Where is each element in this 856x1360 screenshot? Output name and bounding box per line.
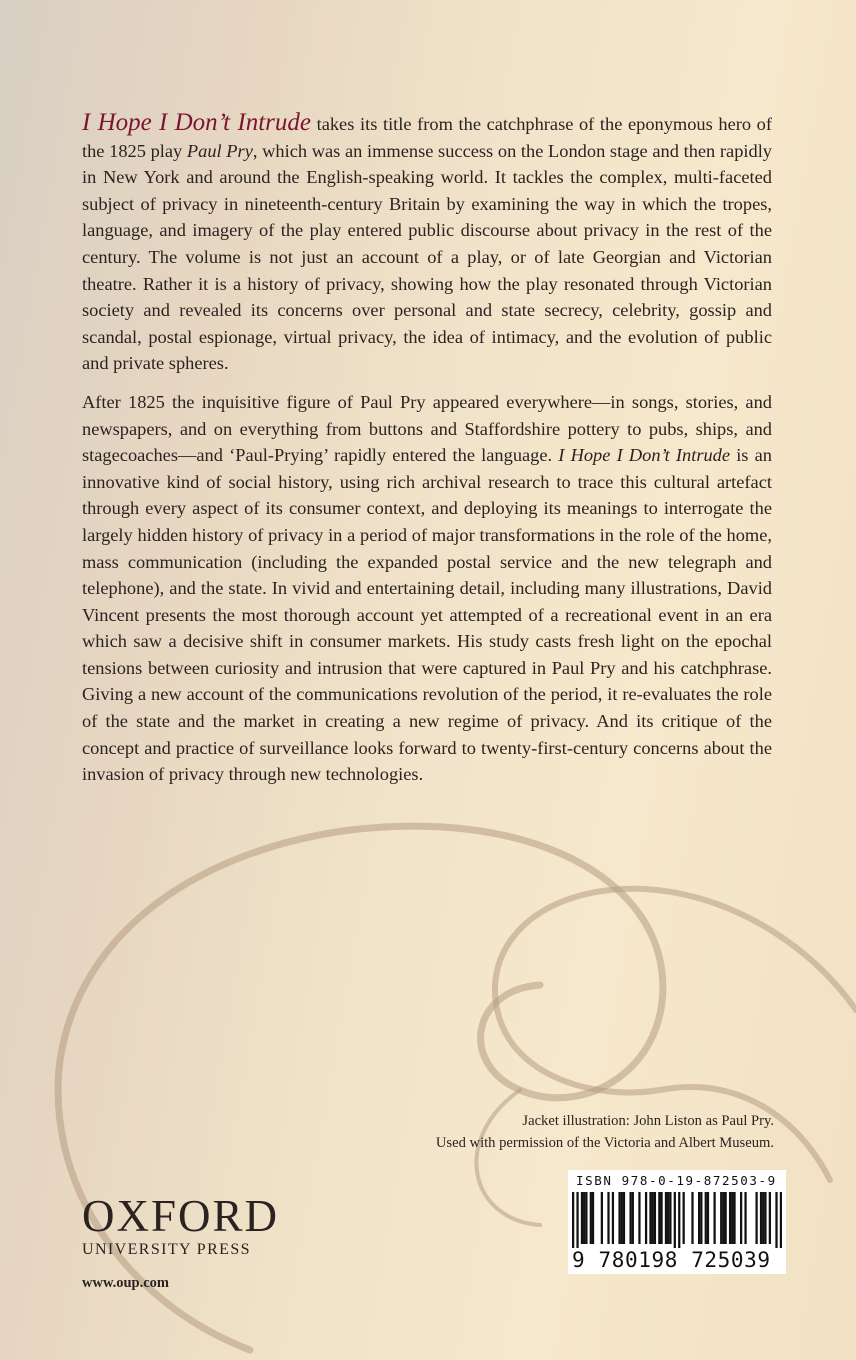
- barcode-bar: [645, 1192, 647, 1244]
- barcode-bar: [621, 1192, 623, 1244]
- blurb-text-run: is an innovative kind of social history, using rich archival research to trace this cultural artefact through every aspect of its consumer context, and deploying its meanings to interrogate the largely hidden history of privacy in a period of major transformations in the role of the home, mass communication (including the expanded postal service and the new telegraph and telephone), and the state. In vivid and entertaining detail, including many illustrations, David Vincent presents the most thorough account yet attempted of a recreational event in an era which saw a decisive shift in consumer markets. His study casts fresh light on the epochal tensions between curiosity and intrusion that were captured in Paul Pry and his catchphrase. Giving a new account of the communications revolution of the period, it re-evaluates the role of the state and the market in creating a new regime of privacy. And its critique of the concept and practice of surveillance looks forward to twenty-first-century concerns about the invasion of privacy through new technologies.: [82, 445, 772, 785]
- barcode-bar: [612, 1192, 614, 1244]
- blurb-text-run: , which was an immense success on the London stage and then rapidly in New York and around the English-speaking world. It tackles the complex, multi-faceted subject of privacy in nineteenth-century Britain by examining the way in which the tropes, language, and imagery of the play entered public discourse about privacy in the rest of the century. The volume is not just an account of a play, or of late Georgian and Victorian theatre. Rather it is a history of privacy, showing how the play resonated through Victorian society and revealed its concerns over personal and state secrecy, celebrity, gossip and scandal, postal espionage, virtual privacy, the idea of intimacy, and the evolution of public and private spheres.: [82, 140, 772, 374]
- credit-line-2: Used with permission of the Victoria and Albert Museum.: [435, 1135, 774, 1151]
- barcode-bar: [665, 1192, 667, 1244]
- barcode-bar: [649, 1192, 651, 1244]
- barcode-bar: [654, 1192, 656, 1244]
- barcode-bar: [667, 1192, 669, 1244]
- barcode-bar: [691, 1192, 693, 1244]
- barcode-bar: [581, 1192, 583, 1244]
- barcode-bar: [700, 1192, 702, 1244]
- barcode-bar: [629, 1192, 631, 1244]
- barcode-bar: [592, 1192, 594, 1244]
- barcode-bar: [707, 1192, 709, 1244]
- barcode-bar: [652, 1192, 654, 1244]
- barcode-bar: [607, 1192, 609, 1244]
- barcode-bar: [755, 1192, 757, 1244]
- publisher-url: www.oup.com: [82, 1275, 170, 1291]
- blurb-text: [82, 110, 772, 800]
- barcode-bar: [576, 1192, 578, 1248]
- barcode-bars: [572, 1192, 782, 1248]
- barcode-bar: [744, 1192, 746, 1244]
- credit-line-1: Jacket illustration: John Liston as Paul Pry.: [522, 1113, 774, 1129]
- barcode-bar: [764, 1192, 766, 1244]
- jacket-credit: [436, 1110, 774, 1154]
- barcode-bar: [572, 1192, 574, 1248]
- barcode-bar: [780, 1192, 782, 1248]
- barcode-bar: [740, 1192, 742, 1244]
- barcode-bar: [618, 1192, 620, 1244]
- barcode-bar: [769, 1192, 771, 1244]
- barcode-bar: [775, 1192, 777, 1248]
- barcode-bar: [669, 1192, 671, 1244]
- blurb-paragraph-2: [82, 389, 772, 788]
- barcode-bar: [720, 1192, 722, 1244]
- barcode-bar: [725, 1192, 727, 1244]
- barcode-bar: [585, 1192, 587, 1244]
- isbn-label: ISBN 978-0-19-872503-9: [576, 1173, 777, 1188]
- barcode-bar: [658, 1192, 660, 1244]
- barcode-bar: [638, 1192, 640, 1244]
- barcode-bar: [729, 1192, 731, 1244]
- barcode-bar: [705, 1192, 707, 1244]
- barcode-bar: [713, 1192, 715, 1244]
- barcode-bar: [674, 1192, 676, 1248]
- book-title-lead: I Hope I Don’t Intrude: [82, 109, 311, 136]
- barcode-bar: [590, 1192, 592, 1244]
- barcode-bar: [733, 1192, 735, 1244]
- barcode-bar: [623, 1192, 625, 1244]
- barcode-bar: [722, 1192, 724, 1244]
- blurb-paragraph-1: [82, 110, 772, 377]
- blurb-text-run: After 1825 the inquisitive figure of Paul Pry appeared everywhere—in songs, stories, and newspapers, and on everything from buttons and Staffordshire pottery to pubs, ships, and stagecoaches—and ‘Paul-Prying’ rapidly entered the language.: [82, 391, 772, 466]
- barcode-bar: [760, 1192, 762, 1244]
- barcode-bar: [678, 1192, 680, 1248]
- barcode-bar: [698, 1192, 700, 1244]
- barcode-digits: 9 780198 725039: [572, 1248, 771, 1272]
- book-title-inline: I Hope I Don’t Intrude: [558, 445, 731, 466]
- barcode-bar: [762, 1192, 764, 1244]
- barcode-bar: [731, 1192, 733, 1244]
- barcode-bar: [683, 1192, 685, 1244]
- barcode-bar: [583, 1192, 585, 1244]
- barcode-bar: [660, 1192, 662, 1244]
- publisher-logo: OXFORD: [82, 1191, 280, 1241]
- blurb-text-run: takes its title from the catchphrase of the eponymous hero of the 1825 play: [82, 114, 772, 161]
- barcode-bar: [601, 1192, 603, 1244]
- publisher-subtitle: UNIVERSITY PRESS: [82, 1241, 251, 1258]
- play-title: Paul Pry: [186, 140, 253, 161]
- barcode-bar: [632, 1192, 634, 1244]
- barcode-panel: [568, 1170, 786, 1274]
